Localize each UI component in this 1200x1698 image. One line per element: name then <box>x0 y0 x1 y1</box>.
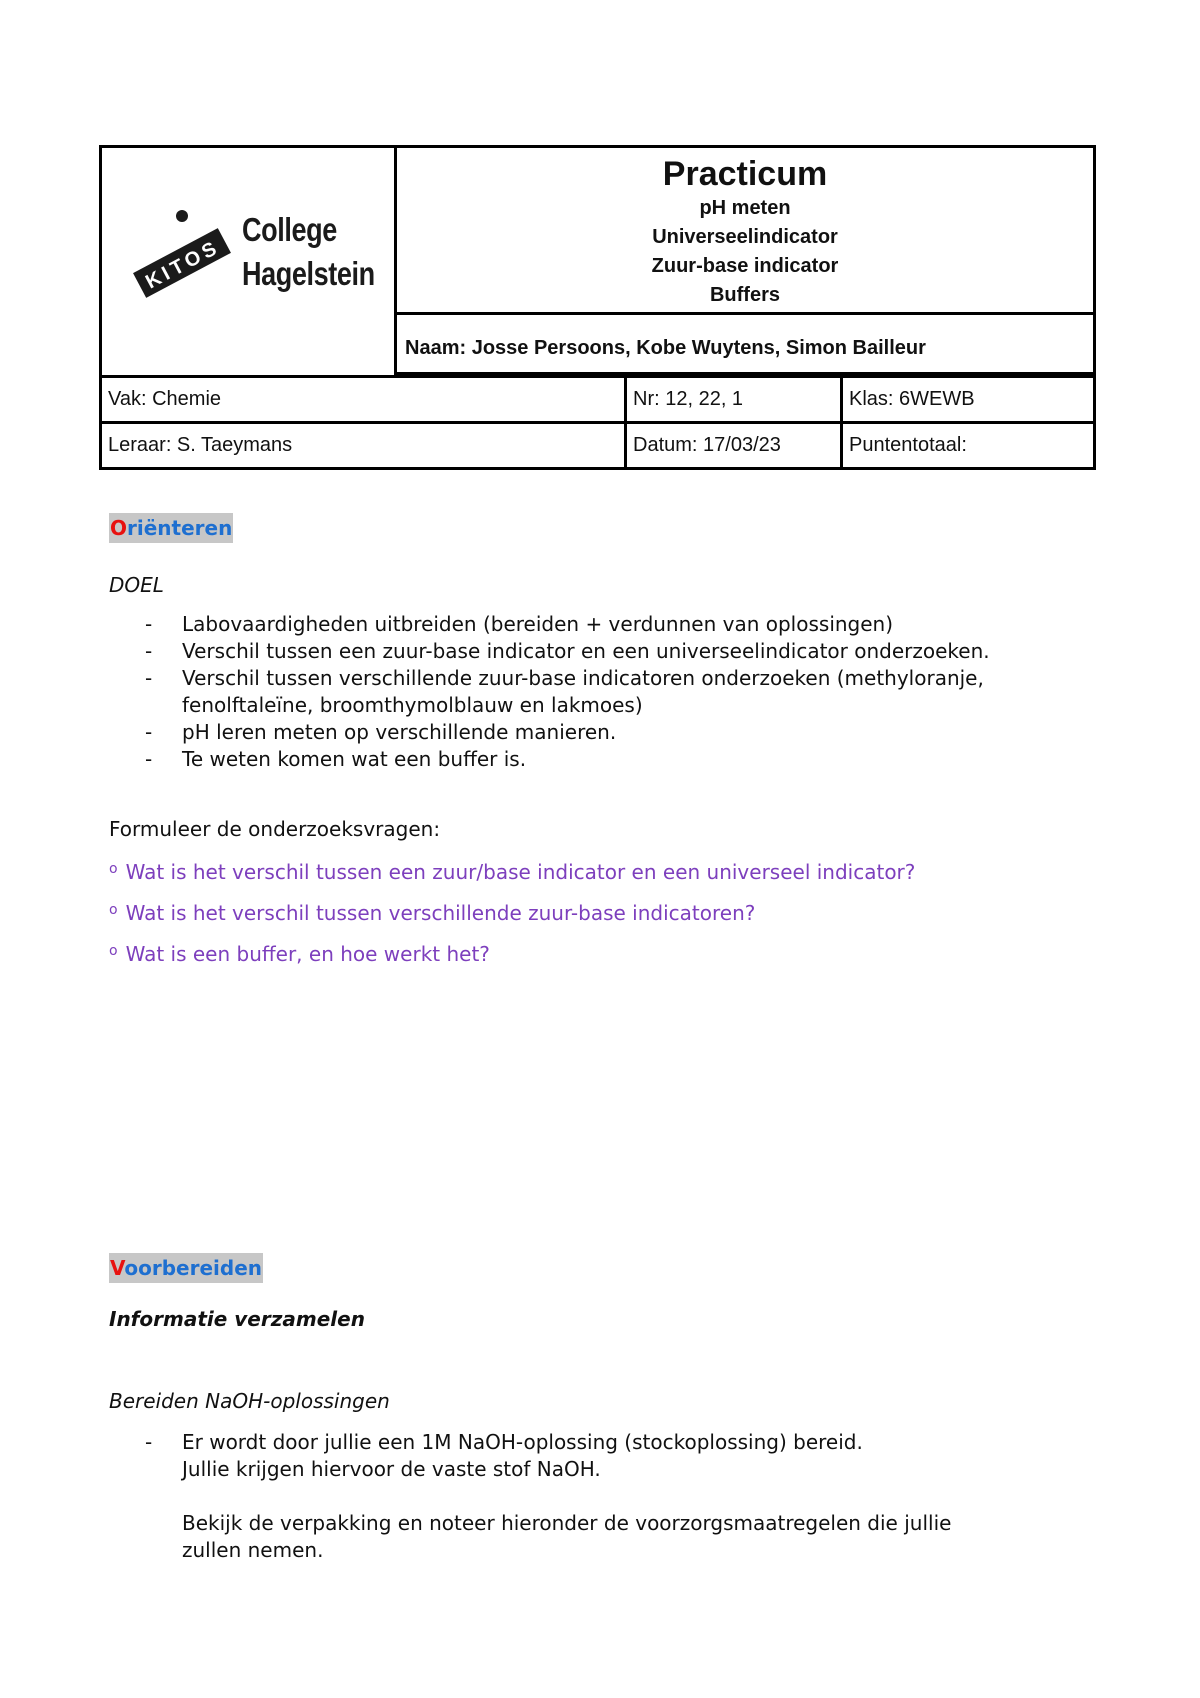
school-name-line1: College <box>242 211 337 248</box>
kitos-logo-text: KITOS <box>142 236 224 294</box>
question-text: Wat is het verschil tussen verschillende zuur-base indicatoren? <box>125 901 756 925</box>
subtitle-1: pH meten <box>699 197 791 219</box>
research-question <box>109 856 915 886</box>
header-table <box>99 145 1096 470</box>
bullet-marker: o <box>109 861 118 877</box>
doel-label: DOEL <box>109 573 164 597</box>
subtitle-3: Zuur-base indicator <box>651 255 839 277</box>
doel-item: - Verschil tussen een zuur-base indicator en een universeelindicator onderzoeken. <box>109 638 1109 665</box>
info-row-2 <box>102 424 1093 467</box>
klas-cell: Klas: 6WEWB <box>849 388 975 410</box>
research-question <box>109 897 755 927</box>
school-name-line2: Hagelstein <box>242 255 375 292</box>
naam-cell <box>397 315 1093 375</box>
naoh-line-2: Jullie krijgen hiervoor de vaste stof NaOH. <box>182 1457 601 1481</box>
bullet-marker: o <box>109 943 118 959</box>
naoh-item <box>109 1429 1109 1564</box>
doel-item: - pH leren meten op verschillende manieren. <box>109 719 1109 746</box>
question-text: Wat is het verschil tussen een zuur/base indicator en een universeel indicator? <box>125 860 916 884</box>
leraar-cell: Leraar: S. Taeymans <box>102 424 627 467</box>
bullet-marker: o <box>109 902 118 918</box>
heading-initial: V <box>110 1256 125 1280</box>
section-heading-orienteren <box>109 513 233 543</box>
logo-cell <box>102 148 397 375</box>
naoh-line-4: zullen nemen. <box>182 1538 324 1562</box>
school-name <box>242 208 375 296</box>
nr-cell: Nr: 12, 22, 1 <box>627 378 843 421</box>
info-row-1 <box>102 375 1093 424</box>
page-title: Practicum <box>662 155 828 193</box>
research-question <box>109 938 490 968</box>
datum-cell: Datum: 17/03/23 <box>627 424 843 467</box>
heading-rest: riënteren <box>127 516 233 540</box>
formuleer-label: Formuleer de onderzoeksvragen: <box>109 817 441 841</box>
doel-item: - Labovaardigheden uitbreiden (bereiden + verdunnen van oplossingen) <box>109 611 1109 638</box>
student-names: Naam: Josse Persoons, Kobe Wuytens, Simon Bailleur <box>405 337 926 359</box>
vak-cell: Vak: Chemie <box>102 378 627 421</box>
subtitle-4: Buffers <box>709 284 780 306</box>
naoh-list <box>109 1429 1109 1564</box>
subsection-heading: Bereiden NaOH-oplossingen <box>109 1389 390 1413</box>
doel-item: - Verschil tussen verschillende zuur-base indicatoren onderzoeken (methyloranje, fenolftaleïne, broomthymolblauw en lakmoes) <box>109 665 1062 719</box>
kitos-logo-icon <box>132 208 232 298</box>
doel-list <box>109 611 1109 773</box>
puntentotaal-cell: Puntentotaal: <box>849 434 967 456</box>
subtitle-2: Universeelindicator <box>652 226 838 248</box>
heading-rest: oorbereiden <box>124 1256 263 1280</box>
naoh-line-3: Bekijk de verpakking en noteer hieronder de voorzorgsmaatregelen die jullie <box>182 1511 952 1535</box>
heading-initial: O <box>110 516 128 540</box>
doel-item: - Te weten komen wat een buffer is. <box>109 746 1109 773</box>
title-cell <box>397 148 1093 315</box>
question-text: Wat is een buffer, en hoe werkt het? <box>125 942 490 966</box>
section-heading-voorbereiden <box>109 1253 263 1283</box>
naoh-line-1: - Er wordt door jullie een 1M NaOH-oplossing (stockoplossing) bereid. <box>182 1430 863 1454</box>
info-heading: Informatie verzamelen <box>109 1307 365 1331</box>
